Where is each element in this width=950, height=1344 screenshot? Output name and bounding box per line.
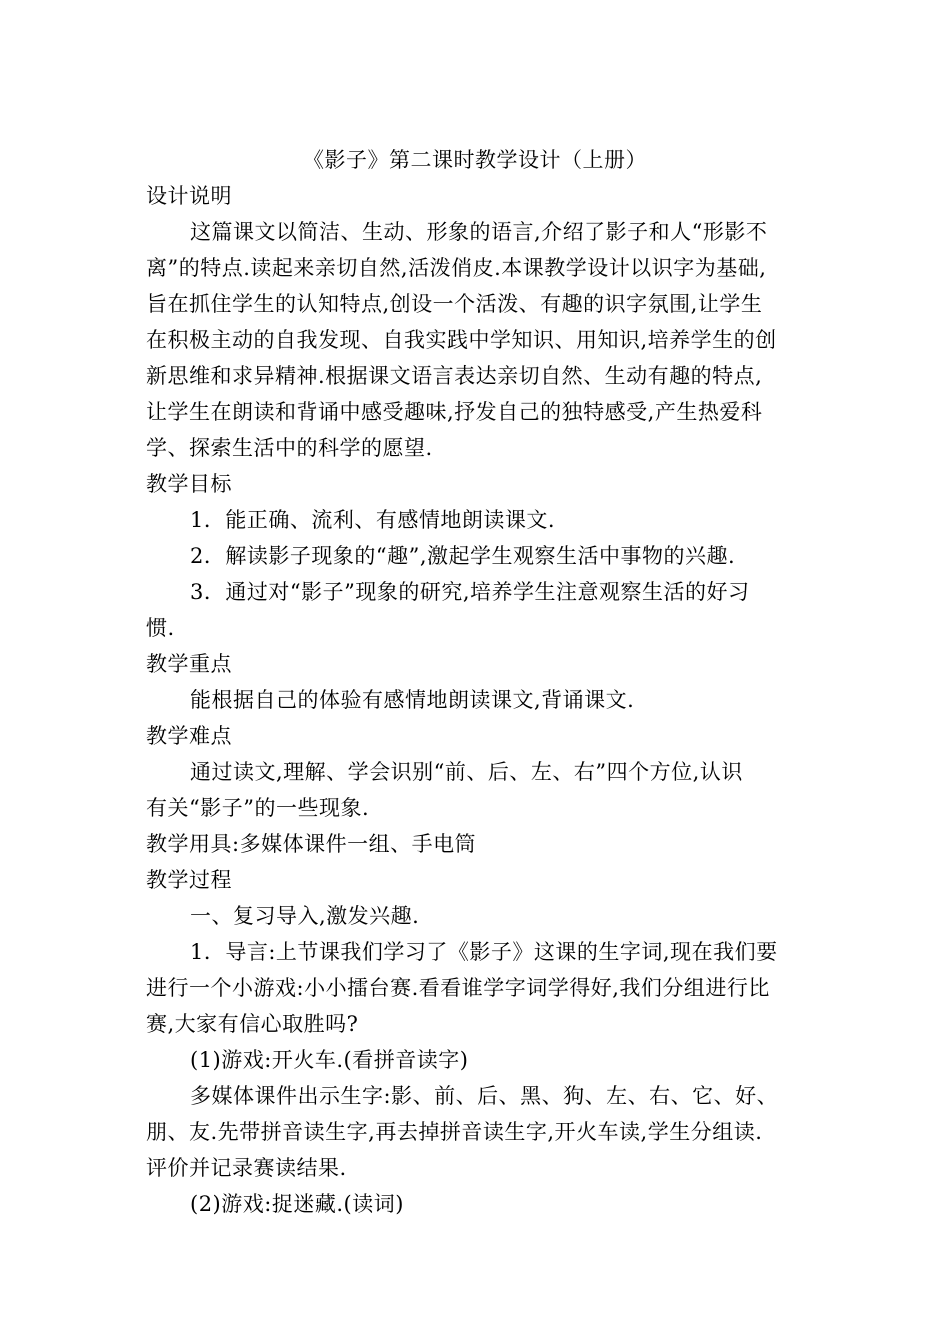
goal-item: 1．能正确、流利、有感情地朗读课文. — [190, 508, 556, 532]
section-heading-design-notes: 设计说明 — [146, 184, 232, 208]
section-heading-goals: 教学目标 — [146, 472, 232, 496]
paragraph-line: 新思维和求异精神.根据课文语言表达亲切自然、生动有趣的特点, — [146, 364, 763, 388]
paragraph-line: 学、探索生活中的科学的愿望. — [146, 436, 433, 460]
paragraph-line: 离”的特点.读起来亲切自然,活泼俏皮.本课教学设计以识字为基础, — [146, 256, 767, 280]
paragraph-line: 让学生在朗读和背诵中感受趣味,抒发自己的独特感受,产生热爱科 — [146, 400, 763, 424]
paragraph-line: 多媒体课件出示生字:影、前、后、黑、狗、左、右、它、好、 — [190, 1084, 779, 1108]
goal-item: 3．通过对“影子”现象的研究,培养学生注意观察生活的好习 — [190, 580, 750, 604]
paragraph-line: 1．导言:上节课我们学习了《影子》这课的生字词,现在我们要 — [190, 940, 778, 964]
paragraph-line: 通过读文,理解、学会识别“前、后、左、右”四个方位,认识 — [190, 760, 743, 784]
section-heading-key-points: 教学重点 — [146, 652, 232, 676]
section-heading-tools: 教学用具:多媒体课件一组、手电筒 — [146, 832, 477, 856]
game-item: (2)游戏:捉迷藏.(读词) — [190, 1192, 404, 1216]
paragraph-line: 旨在抓住学生的认知特点,创设一个活泼、有趣的识字氛围,让学生 — [146, 292, 763, 316]
paragraph-line: 在积极主动的自我发现、自我实践中学知识、用知识,培养学生的创 — [146, 328, 777, 352]
goal-item: 2．解读影子现象的“趣”,激起学生观察生活中事物的兴趣. — [190, 544, 736, 568]
paragraph-line: 进行一个小游戏:小小擂台赛.看看谁学字词学得好,我们分组进行比 — [146, 976, 770, 1000]
paragraph-line: 有关“影子”的一些现象. — [146, 796, 370, 820]
goal-item-continuation: 惯. — [146, 616, 175, 640]
paragraph-line: 朋、友.先带拼音读生字,再去掉拼音读生字,开火车读,学生分组读. — [146, 1120, 763, 1144]
paragraph-line: 这篇课文以简洁、生动、形象的语言,介绍了影子和人“形影不 — [190, 220, 768, 244]
game-item: (1)游戏:开火车.(看拼音读字) — [190, 1048, 469, 1072]
paragraph-line: 赛,大家有信心取胜吗? — [146, 1012, 359, 1036]
document-title: 《影子》第二课时教学设计（上册） — [303, 148, 647, 172]
section-heading-process: 教学过程 — [146, 868, 232, 892]
paragraph-line: 评价并记录赛读结果. — [146, 1156, 347, 1180]
subsection-heading: 一、复习导入,激发兴趣. — [190, 904, 420, 928]
section-heading-difficulties: 教学难点 — [146, 724, 232, 748]
paragraph-line: 能根据自己的体验有感情地朗读课文,背诵课文. — [190, 688, 635, 712]
